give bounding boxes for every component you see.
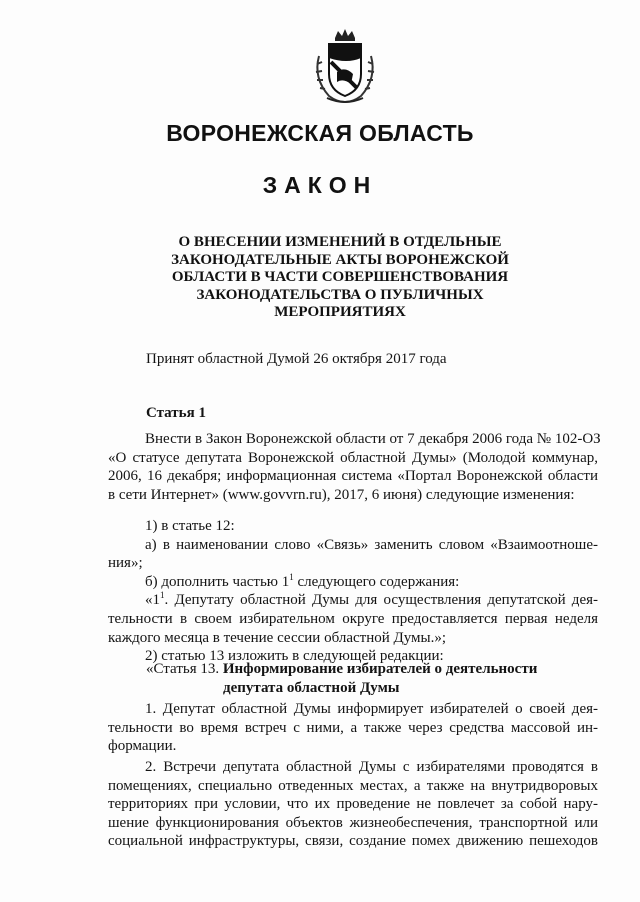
text-line: «О статусе депутата Воронежской областной Думы» (Молодой коммунар, xyxy=(108,449,598,466)
text-line: 2. Встречи депутата областной Думы с избирателями проводятся в xyxy=(145,759,598,775)
coat-of-arms-emblem xyxy=(307,28,383,106)
law-title-line: ЗАКОНОДАТЕЛЬНЫЕ АКТЫ ВОРОНЕЖСКОЙ xyxy=(171,251,509,268)
law-title xyxy=(140,234,540,322)
document-type: ЗАКОН xyxy=(262,172,378,198)
article-heading: Статья 1 xyxy=(146,405,206,421)
item-1a-line: а) в наименовании слово «Связь» заменить словом «Взаимоотноше- xyxy=(145,536,598,553)
item-1b-text: следующего содержания: xyxy=(293,573,460,590)
quote-line: каждого месяца в течение сессии областной Думы.»; xyxy=(108,629,447,646)
law-title-line: ОБЛАСТИ В ЧАСТИ СОВЕРШЕНСТВОВАНИЯ xyxy=(171,269,509,285)
superscript: 1 xyxy=(160,590,165,601)
article-13-part-1 xyxy=(108,700,598,756)
item-1: 1) в статье 12: xyxy=(145,518,235,534)
amendment-items xyxy=(108,517,598,666)
item-1b-text: б) дополнить частью 1 xyxy=(145,573,290,590)
text-line: территориях при условии, что их проведение не повлечет за собой нару- xyxy=(108,796,598,813)
article-13-title: депутата областной Думы xyxy=(223,680,400,696)
text-line: Внести в Закон Воронежской области от 7 декабря 2006 года № 102-ОЗ xyxy=(145,431,601,447)
text-line: в сети Интернет» (www.govvrn.ru), 2017, 6 июня) следующие изменения: xyxy=(108,486,575,503)
text-line: помещениях, специально отведенных местах, а также на внутридворовых xyxy=(108,777,598,794)
law-title-line: О ВНЕСЕНИИ ИЗМЕНЕНИЙ В ОТДЕЛЬНЫЕ xyxy=(178,234,502,250)
law-title-line: ЗАКОНОДАТЕЛЬСТВА О ПУБЛИЧНЫХ xyxy=(196,286,484,303)
article-13-title: Информирование избирателей о деятельности xyxy=(222,661,538,677)
law-title-line: МЕРОПРИЯТИЯХ xyxy=(274,304,406,320)
article-13-heading xyxy=(146,660,537,698)
item-1a-line: ния»; xyxy=(108,555,143,572)
superscript: 1 xyxy=(289,571,294,582)
text-line: тельности во время встреч с ними, а также через средства массовой ин- xyxy=(108,719,598,736)
item-2: 2) статью 13 изложить в следующей редакции: xyxy=(145,648,444,665)
region-name: ВОРОНЕЖСКАЯ ОБЛАСТЬ xyxy=(166,120,474,146)
quote-line: тельности в своем избирательном округе предоставляется первая неделя xyxy=(108,610,598,627)
adoption-date-line: Принят областной Думой 26 октября 2017 года xyxy=(146,351,447,367)
quote-text: . Депутату областной Думы для осуществления депутатской дея- xyxy=(164,592,598,609)
quote-line xyxy=(108,591,598,610)
article-13-part-2 xyxy=(108,758,598,851)
quote-text: «1 xyxy=(145,592,160,609)
text-line: 1. Депутат областной Думы информирует избирателей о своей дея- xyxy=(145,701,598,717)
article-intro xyxy=(108,430,601,504)
text-line: социальной инфраструктуры, связи, создание помех движению пешеходов xyxy=(108,833,598,850)
text-line: формации. xyxy=(108,738,177,755)
item-1b xyxy=(108,573,598,592)
text-line: 2006, 16 декабря; информационная система «Портал Воронежской области xyxy=(108,468,598,485)
article-13-prefix: «Статья 13. xyxy=(146,661,220,677)
text-line: шение функционирования объектов жизнеобеспечения, транспортной или xyxy=(108,814,598,831)
